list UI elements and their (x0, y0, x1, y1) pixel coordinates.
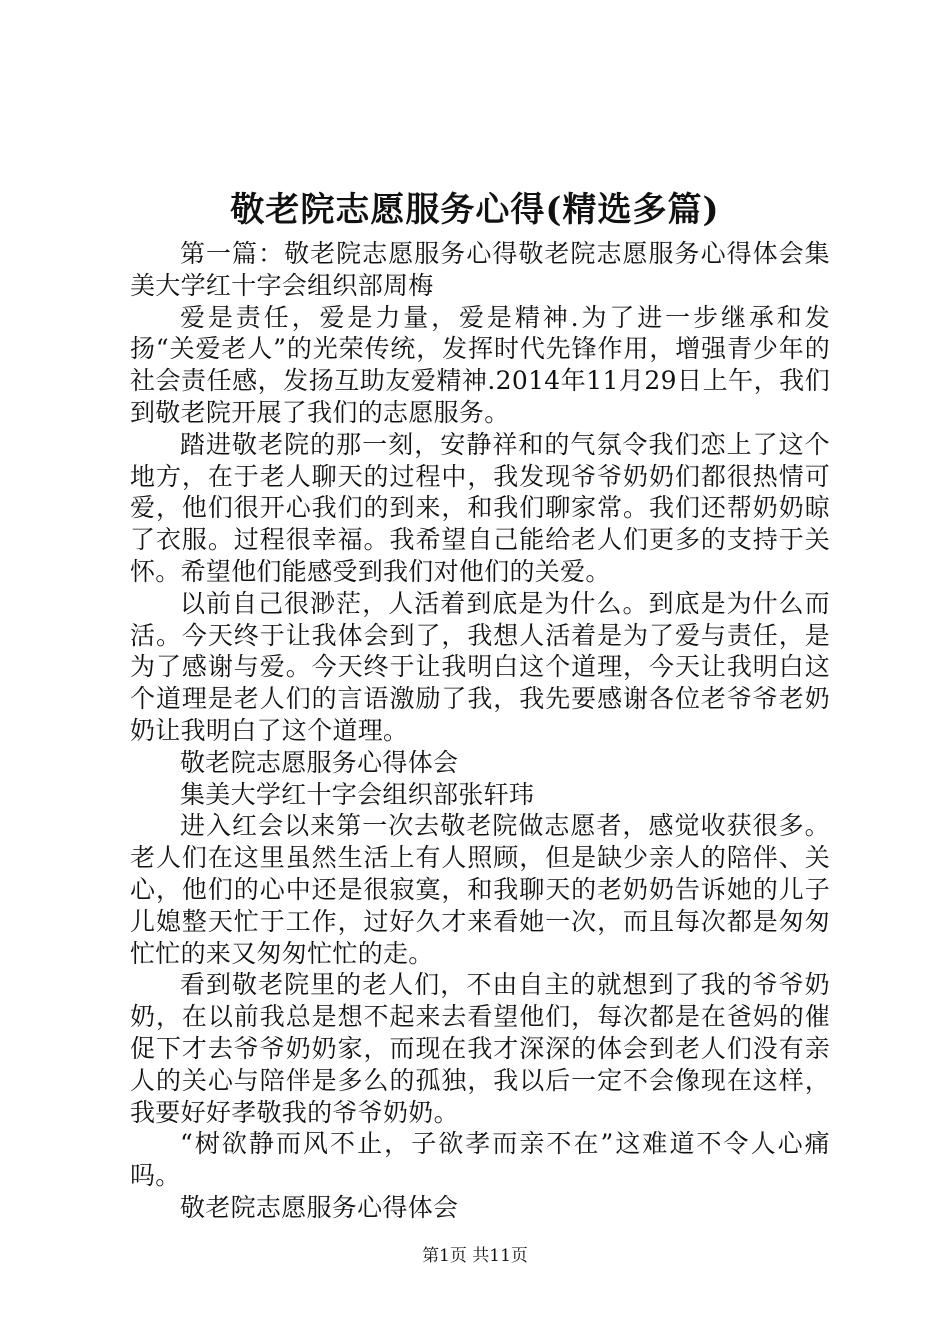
section-heading-1: 敬老院志愿服务心得体会 (180, 747, 459, 777)
paragraph-3: 踏进敬老院的那一刻，安静祥和的气氛令我们恋上了这个地方，在于老人聊天的过程中，我发现爷爷奶奶们都很热情可爱，他们很开心我们的到来，和我们聊家常。我们还帮奶奶晾了衣服。过程很幸福。我希望自己能给老人们更多的支持于关怀。希望他们能感受到我们对他们的关爱。 (130, 429, 830, 586)
page-number-footer: 第1页 共11页 (422, 1246, 528, 1266)
section-heading-2: 敬老院志愿服务心得体会 (180, 1192, 459, 1222)
paragraph-5: 进入红会以来第一次去敬老院做志愿者，感觉收获很多。老人们在这里虽然生活上有人照顾，但是缺少亲人的陪伴、关心，他们的心中还是很寂寞，和我聊天的老奶奶告诉她的儿子儿媳整天忙于工作，过好久才来看她一次，而且每次都是匆匆忙忙的来又匆匆忙忙的走。 (130, 811, 830, 968)
author-line: 集美大学红十字会组织部张轩玮 (180, 779, 535, 809)
paragraph-1: 第一篇：敬老院志愿服务心得敬老院志愿服务心得体会集美大学红十字会组织部周梅 (130, 239, 830, 300)
paragraph-6: 看到敬老院里的老人们，不由自主的就想到了我的爷爷奶奶，在以前我总是想不起来去看望他们，每次都是在爸妈的催促下才去爷爷奶奶家，而现在我才深深的体会到老人们没有亲人的关心与陪伴是多么的孤独，我以后一定不会像现在这样，我要好好孝敬我的爷爷奶奶。 (130, 970, 830, 1127)
paragraph-2: 爱是责任，爱是力量，爱是精神.为了进一步继承和发扬“关爱老人”的光荣传统，发挥时代先锋作用，增强青少年的社会责任感，发扬互助友爱精神.2014年11月29日上午，我们到敬老院开展了我们的志愿服务。 (130, 302, 830, 427)
document-body (130, 238, 830, 1224)
paragraph-4: 以前自己很渺茫，人活着到底是为什么。到底是为什么而活。今天终于让我体会到了，我想人活着是为了爱与责任，是为了感谢与爱。今天终于让我明白这个道理，今天让我明白这个道理是老人们的言语激励了我，我先要感谢各位老爷爷老奶奶让我明白了这个道理。 (130, 588, 830, 745)
quote-paragraph: “树欲静而风不止，子欲孝而亲不在”这难道不令人心痛吗。 (130, 1129, 830, 1191)
document-title: 敬老院志愿服务心得(精选多篇) (230, 190, 720, 230)
